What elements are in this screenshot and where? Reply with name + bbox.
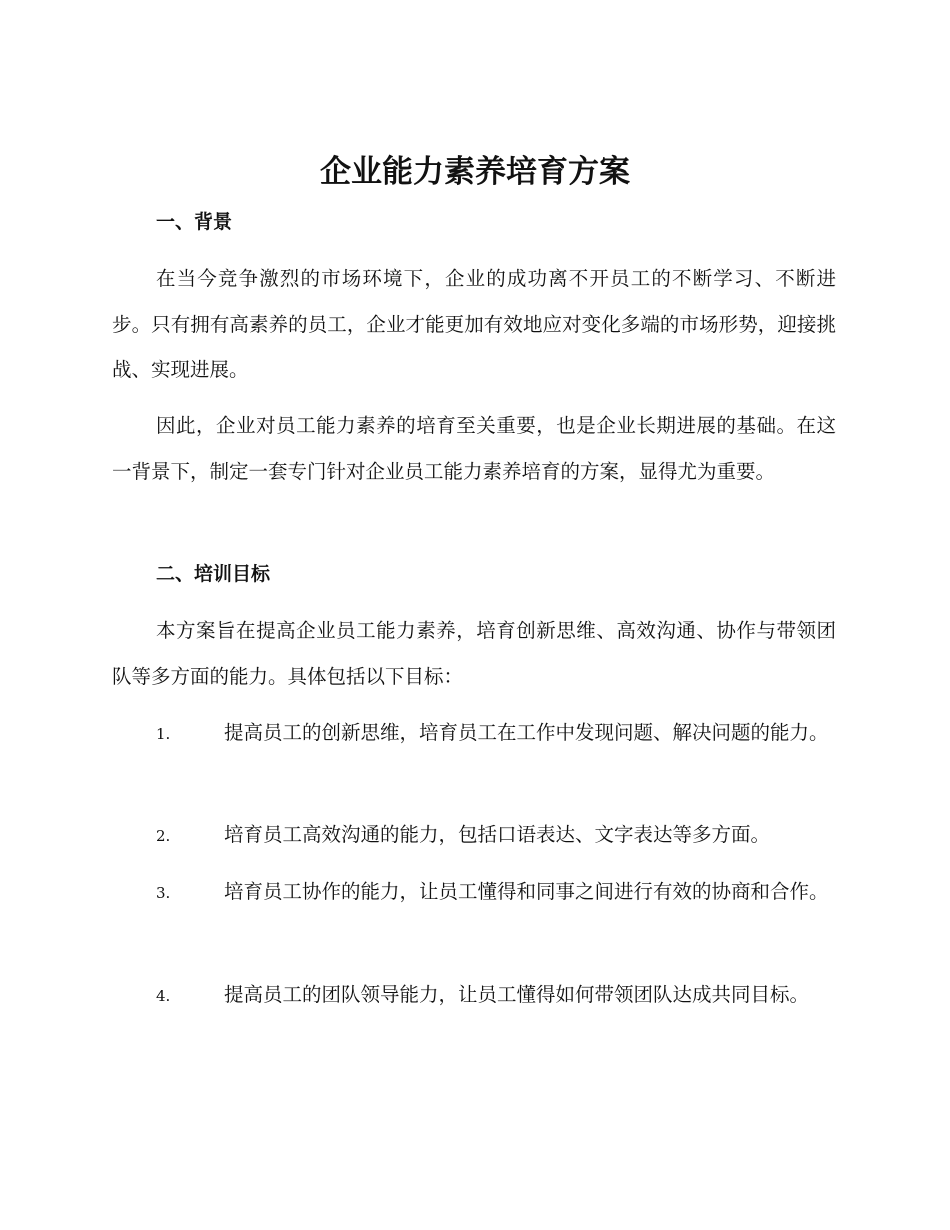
list-item-text: 培育员工高效沟通的能力，包括口语表达、文字表达等多方面。: [224, 823, 771, 846]
paragraph: 因此，企业对员工能力素养的培育至关重要，也是企业长期进展的基础。在这一背景下，制定一套专门针对企业员工能力素养培育的方案，显得尤为重要。: [112, 414, 836, 483]
paragraph: 在当今竞争激烈的市场环境下，企业的成功离不开员工的不断学习、不断进步。只有拥有高素养的员工，企业才能更加有效地应对变化多端的市场形势，迎接挑战、实现进展。: [112, 267, 836, 381]
list-item: [112, 972, 836, 1020]
list-item-text: 培育员工协作的能力，让员工懂得和同事之间进行有效的协商和合作。: [224, 880, 829, 903]
list-item-text: 提高员工的团队领导能力，让员工懂得如何带领团队达成共同目标。: [224, 983, 810, 1006]
list-item: [112, 869, 836, 917]
list-item: [112, 812, 836, 860]
list-item-number: 3.: [156, 884, 171, 902]
list-item: [112, 710, 836, 758]
paragraph: 本方案旨在提高企业员工能力素养，培育创新思维、高效沟通、协作与带领团队等多方面的能力。具体包括以下目标：: [112, 619, 836, 688]
section-heading-goals: 二、培训目标: [156, 563, 271, 585]
list-item-text: 提高员工的创新思维，培育员工在工作中发现问题、解决问题的能力。: [224, 721, 829, 744]
list-item-number: 2.: [156, 827, 171, 845]
document-title: 企业能力素养培育方案: [320, 154, 630, 190]
list-item-number: 1.: [156, 725, 171, 743]
list-item-number: 4.: [156, 987, 171, 1005]
section-heading-background: 一、背景: [156, 211, 233, 233]
